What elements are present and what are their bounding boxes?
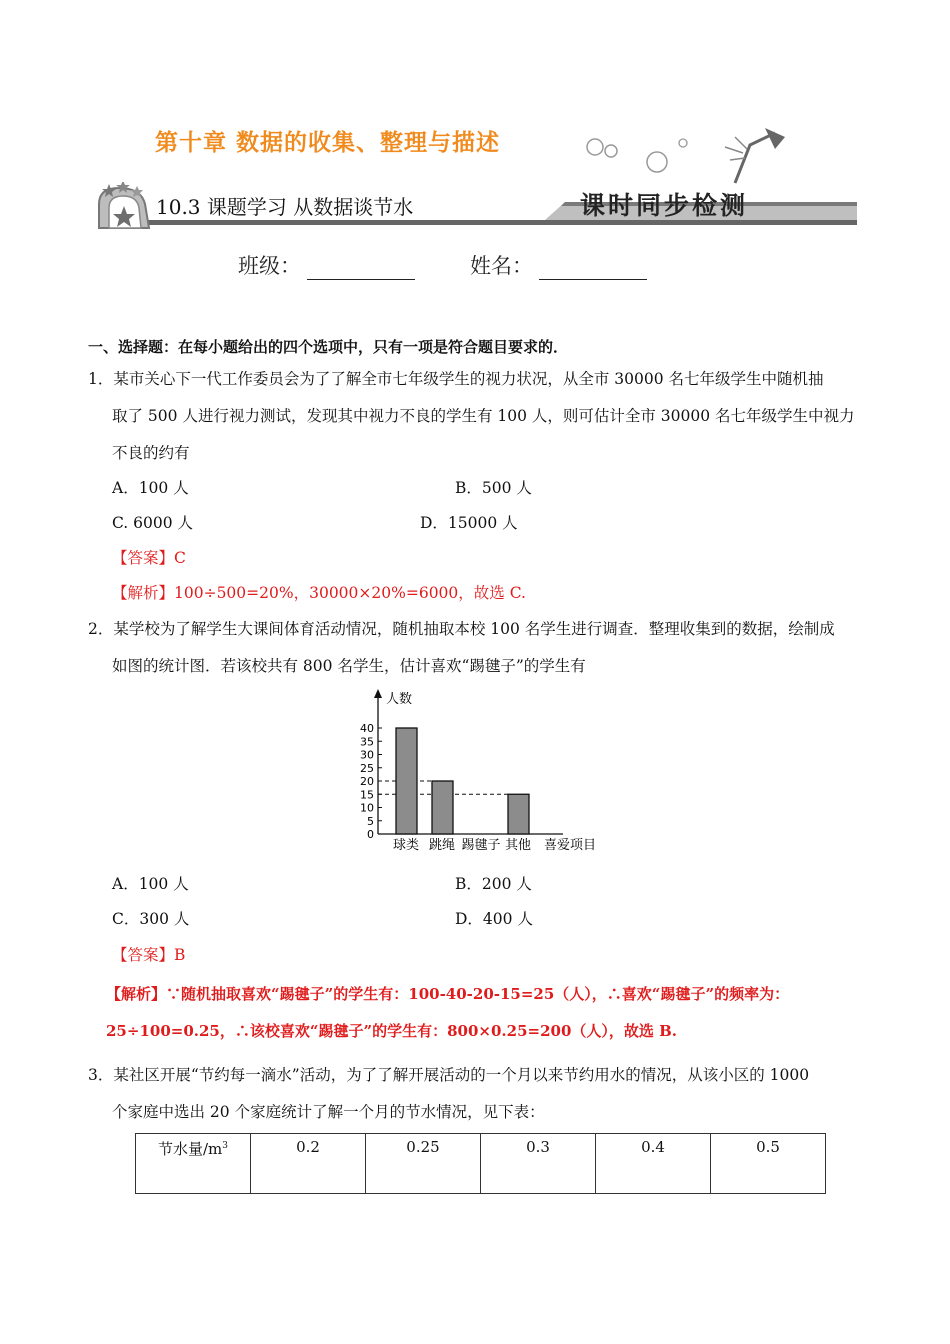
- y-tick-label: 20: [360, 775, 374, 788]
- bubbles-lamp-decoration: [575, 125, 795, 185]
- name-label: 姓名：: [470, 254, 533, 278]
- q1-analysis: 【解析】100÷500=20%，30000×20%=6000，故选 C.: [112, 584, 526, 602]
- q2-line2: 如图的统计图．若该校共有 800 名学生，估计喜欢“踢毽子”的学生有: [112, 657, 586, 675]
- table-cell: 0.4: [596, 1134, 711, 1194]
- bar-其他: [508, 794, 529, 834]
- q2-option-a: A．100 人: [112, 875, 189, 893]
- water-saving-table: [135, 1133, 826, 1194]
- class-label: 班级：: [238, 254, 301, 278]
- table-cell: 0.3: [481, 1134, 596, 1194]
- table-row: [136, 1134, 826, 1194]
- y-tick-label: 10: [360, 801, 374, 815]
- y-tick-label: 35: [360, 735, 374, 749]
- y-axis-label: 人数: [386, 692, 413, 707]
- q2-analysis-line1: 【解析】∵随机抽取喜欢“踢毽子”的学生有：100-40-20-15=25（人），∴喜欢“踢毽子”的频率为：: [106, 985, 790, 1003]
- x-category-label: 球类: [392, 838, 420, 853]
- y-tick-label: 40: [360, 722, 374, 735]
- q1-line3: 不良的约有: [112, 444, 190, 462]
- q2-option-c: C．300 人: [112, 910, 190, 928]
- y-tick-label: 30: [360, 748, 374, 762]
- q1-line2: 取了 500 人进行视力测试，发现其中视力不良的学生有 100 人，则可估计全市 30000 名七年级学生中视力: [112, 407, 855, 425]
- x-category-label: 踢毽子: [461, 838, 501, 853]
- table-cell: 0.25: [366, 1134, 481, 1194]
- q2-line1: 2．某学校为了解学生大课间体育活动情况，随机抽取本校 100 名学生进行调查．整理收集到的数据，绘制成: [88, 620, 835, 638]
- q3-line1: 3．某社区开展“节约每一滴水”活动，为了了解开展活动的一个月以来节约用水的情况，从该小区的 1000: [88, 1066, 810, 1084]
- sync-check-label: 课时同步检测: [580, 191, 749, 220]
- lesson-title: 10.3 课题学习 从数据谈节水: [156, 195, 414, 219]
- y-tick-label: 25: [360, 761, 374, 775]
- chapter-title: 第十章 数据的收集、整理与描述: [155, 130, 501, 156]
- q1-option-c: C. 6000 人: [112, 514, 194, 532]
- y-tick-label: 15: [360, 788, 374, 802]
- class-blank[interactable]: [307, 259, 415, 280]
- q2-answer: 【答案】B: [112, 946, 186, 964]
- section-title: 一、选择题：在每小题给出的四个选项中，只有一项是符合题目要求的．: [88, 338, 569, 356]
- q2-option-d: D．400 人: [455, 910, 533, 928]
- q1-option-b: B．500 人: [455, 479, 532, 497]
- q2-option-b: B．200 人: [455, 875, 532, 893]
- q1-option-d: D．15000 人: [420, 514, 518, 532]
- q2-analysis-line2: 25÷100=0.25，∴该校喜欢“踢毽子”的学生有：800×0.25=200（人），故选 B.: [106, 1022, 678, 1040]
- bar-球类: [396, 728, 417, 834]
- y-tick-label: 5: [367, 814, 374, 828]
- name-blank[interactable]: [539, 259, 647, 280]
- q1-option-a: A．100 人: [112, 479, 189, 497]
- q3-line2: 个家庭中选出 20 个家庭统计了解一个月的节水情况，见下表：: [112, 1103, 545, 1121]
- bar-跳绳: [432, 781, 453, 834]
- class-field: [238, 250, 415, 280]
- name-field: [470, 250, 647, 280]
- table-cell: 0.5: [711, 1134, 826, 1194]
- x-category-label: 其他: [504, 838, 532, 853]
- table-cell: 0.2: [251, 1134, 366, 1194]
- x-category-label: 跳绳: [428, 838, 456, 853]
- activity-bar-chart: [350, 686, 610, 854]
- y-tick-label: 0: [367, 828, 374, 841]
- x-axis-label: 喜爱项目: [543, 838, 597, 853]
- q1-answer: 【答案】C: [112, 549, 186, 567]
- y-axis-arrow: [374, 689, 382, 698]
- q1-line1: 1．某市关心下一代工作委员会为了了解全市七年级学生的视力状况，从全市 30000 名七年级学生中随机抽: [88, 370, 824, 388]
- table-header-cell: 节水量$/m^3$: [136, 1134, 251, 1194]
